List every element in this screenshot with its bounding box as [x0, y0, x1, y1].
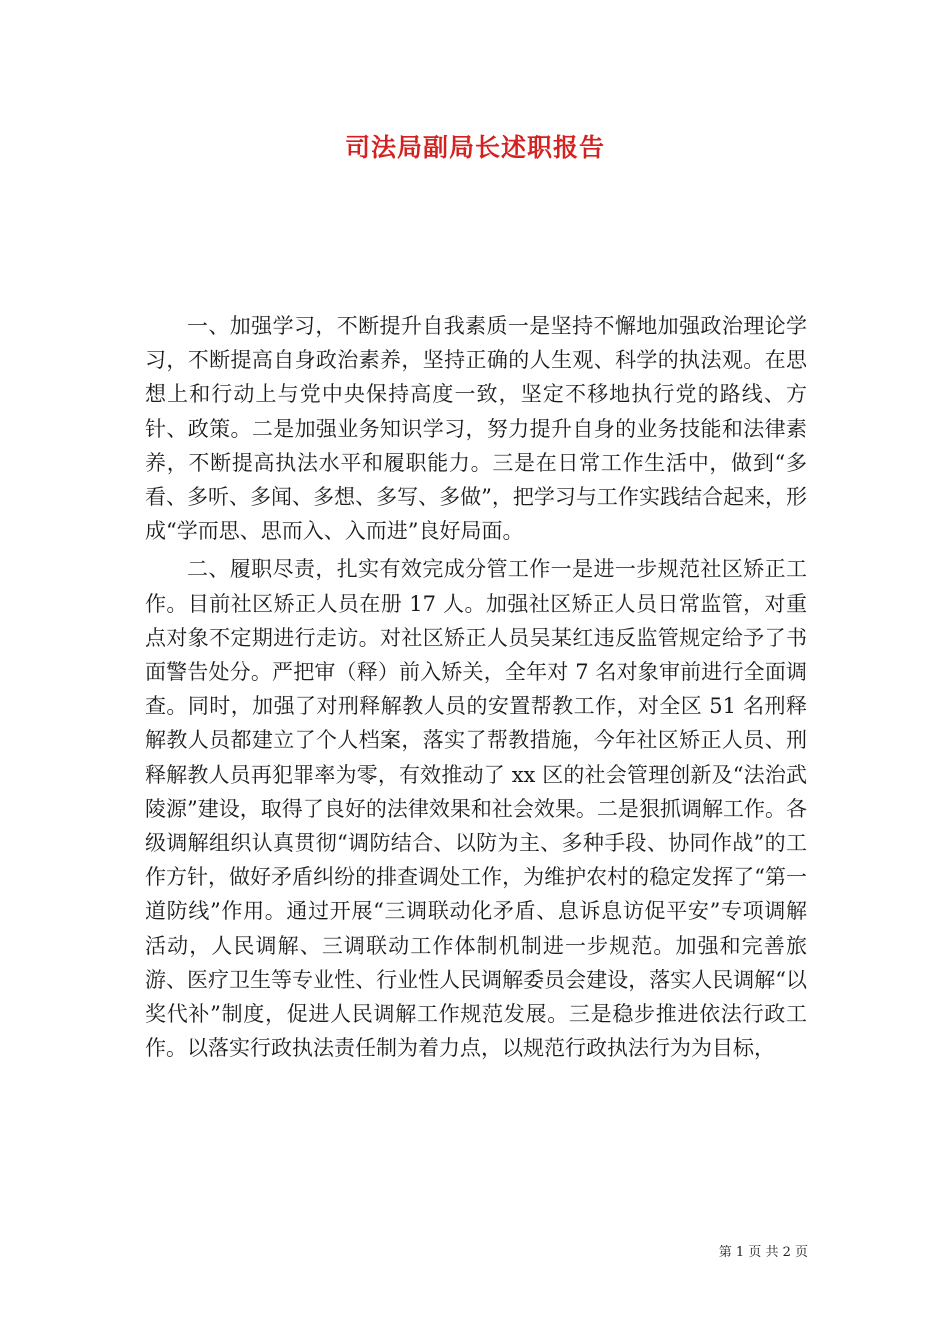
document-title: 司法局副局长述职报告 [344, 133, 605, 162]
paragraph-study: 一、加强学习，不断提升自我素质一是坚持不懈地加强政治理论学习，不断提高自身政治素养，坚持正确的人生观、科学的执法观。在思想上和行动上与党中央保持高度一致，坚定不移地执行党的路线、方针、政策。二是加强业务知识学习，努力提升自身的业务技能和法律素养，不断提高执法水平和履职能力。三是在日常工作生活中，做到“多看、多听、多闻、多想、多写、多做”，把学习与工作实践结合起来，形成“学而思、思而入、入而进”良好局面。 [145, 314, 807, 544]
page-number: 第 1 页 共 2 页 [718, 1245, 808, 1260]
paragraph-duties: 二、履职尽责，扎实有效完成分管工作一是进一步规范社区矫正工作。目前社区矫正人员在册 17 人。加强社区矫正人员日常监管，对重点对象不定期进行走访。对社区矫正人员吴某红违反监管规定给予了书面警告处分。严把审（释）前入矫关，全年对 7 名对象审前进行全面调查。同时，加强了对刑释解教人员的安置帮教工作，对全区 51 名刑释解教人员都建立了个人档案，落实了帮教措施，今年社区矫正人员、刑释解教人员再犯罪率为零，有效推动了 xx 区的社会管理创新及“法治武陵源”建设，取得了良好的法律效果和社会效果。二是狠抓调解工作。各级调解组织认真贯彻“调防结合、以防为主、多种手段、协同作战”的工作方针，做好矛盾纠纷的排查调处工作，为维护农村的稳定发挥了“第一道防线”作用。通过开展“三调联动化矛盾、息诉息访促平安”专项调解活动，人民调解、三调联动工作体制机制进一步规范。加强和完善旅游、医疗卫生等专业性、行业性人民调解委员会建设，落实人民调解“以奖代补”制度，促进人民调解工作规范发展。三是稳步推进依法行政工作。以落实行政执法责任制为着力点，以规范行政执法行为为目标， [145, 557, 807, 1061]
document-body [145, 309, 807, 1069]
